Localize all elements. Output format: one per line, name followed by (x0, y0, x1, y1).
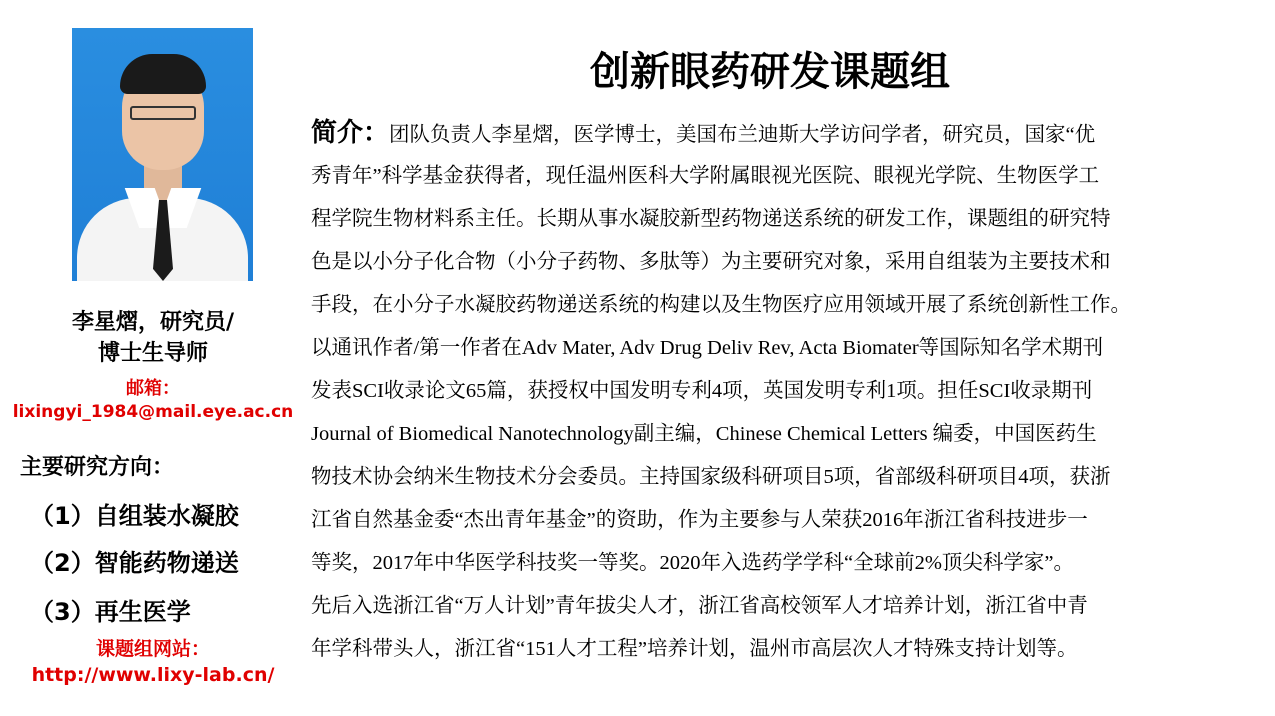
intro-line: Journal of Biomedical Nanotechnology副主编，Chinese Chemical Letters 编委，中国医药生 (311, 423, 1097, 445)
website-label: 课题组网站： (95, 638, 210, 660)
page-title: 创新眼药研发课题组 (590, 49, 950, 95)
intro-label: 简介： (311, 118, 390, 148)
research-item: （2）智能药物递送 (30, 549, 239, 577)
intro-line: 发表SCI收录论文65篇，获授权中国发明专利4项，英国发明专利1项。担任SCI收录期刊 (311, 380, 1093, 402)
intro-line: 程学院生物材料系主任。长期从事水凝胶新型药物递送系统的研发工作，课题组的研究特 (311, 208, 1111, 230)
research-item: （1）自组装水凝胶 (30, 502, 239, 530)
profile-photo (72, 28, 253, 281)
research-heading: 主要研究方向： (20, 455, 175, 480)
email-link[interactable]: lixingyi_1984@mail.eye.ac.cn (12, 402, 294, 422)
intro-line: 物技术协会纳米生物技术分会委员。主持国家级科研项目5项，省部级科研项目4项，获浙 (311, 466, 1111, 488)
intro-line: 江省自然基金委“杰出青年基金”的资助，作为主要参与人荣获2016年浙江省科技进步一 (311, 509, 1088, 531)
intro-line: 手段，在小分子水凝胶药物递送系统的构建以及生物医疗应用领域开展了系统创新性工作。 (311, 294, 1131, 316)
intro-line: 以通讯作者/第一作者在Adv Mater, Adv Drug Deliv Rev, Acta Biomater等国际知名学术期刊 (311, 337, 1104, 359)
intro-line: 等奖，2017年中华医学科技奖一等奖。2020年入选药学学科“全球前2%顶尖科学家”。 (311, 552, 1075, 574)
intro-line: 团队负责人李星熠，医学博士，美国布兰迪斯大学访问学者，研究员，国家“优 (389, 124, 1096, 146)
intro-line: 色是以小分子化合物（小分子药物、多肽等）为主要研究对象，采用自组装为主要技术和 (311, 251, 1111, 273)
profile-title: 博士生导师 (97, 341, 208, 366)
intro-line: 秀青年”科学基金获得者，现任温州医科大学附属眼视光医院、眼视光学院、生物医学工 (311, 165, 1100, 187)
website-link[interactable]: http://www.lixy-lab.cn/ (31, 664, 275, 686)
intro-paragraph (311, 112, 1271, 671)
email-label: 邮箱： (126, 378, 180, 399)
profile-name: 李星熠，研究员/ (71, 310, 235, 335)
intro-line: 年学科带头人，浙江省“151人才工程”培养计划，温州市高层次人才特殊支持计划等。 (311, 638, 1078, 660)
research-item: （3）再生医学 (30, 598, 191, 626)
intro-line: 先后入选浙江省“万人计划”青年拔尖人才，浙江省高校领军人才培养计划，浙江省中青 (311, 595, 1088, 617)
